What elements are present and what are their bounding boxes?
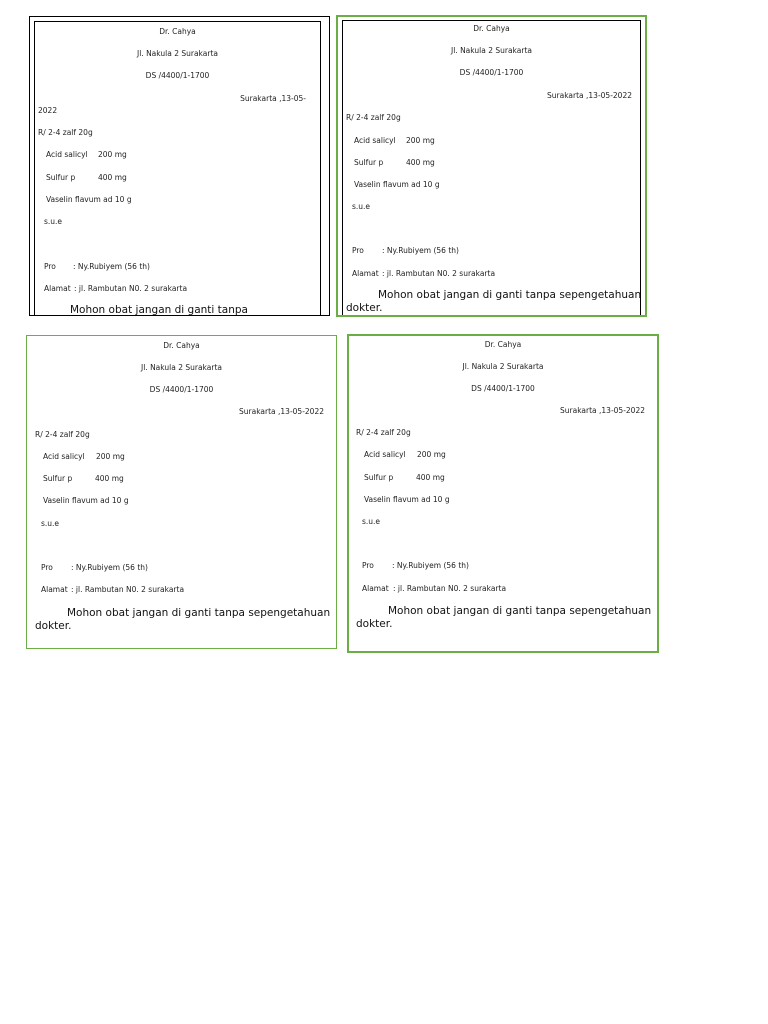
prescription-card-1 [29, 16, 330, 316]
ingredient-2-name: Sulfur p [46, 173, 76, 182]
prescription-date: Surakarta ,13-05-2022 [547, 91, 632, 100]
doctor-license: DS /4400/1-1700 [149, 385, 214, 394]
ingredient-1-name: Acid salicyl [354, 136, 396, 145]
address-value: : jl. Rambutan N0. 2 surakarta [393, 584, 507, 593]
ingredient-2-name: Sulfur p [364, 473, 394, 482]
usage-sue: s.u.e [362, 517, 381, 526]
rx-line: R/ 2-4 zalf 20g [35, 430, 90, 439]
doctor-address: Jl. Nakula 2 Surakarta [141, 363, 222, 372]
patient-label: Pro [362, 561, 374, 570]
patient-label: Pro [44, 262, 56, 271]
ingredient-2-name: Sulfur p [43, 474, 73, 483]
prescription-date: Surakarta ,13-05- [240, 94, 306, 103]
address-value: : jl. Rambutan N0. 2 surakarta [74, 284, 188, 293]
ingredient-1 [354, 136, 435, 146]
rx-line: R/ 2-4 zalf 20g [346, 113, 401, 122]
ingredient-1 [43, 452, 125, 462]
doctor-address: Jl. Nakula 2 Surakarta [137, 49, 218, 58]
ingredient-2 [43, 474, 124, 484]
address-value: : jl. Rambutan N0. 2 surakarta [382, 269, 496, 278]
address-line [352, 269, 495, 279]
address-label: Alamat [352, 269, 379, 278]
address-line [362, 584, 506, 594]
ingredient-3: Vaselin flavum ad 10 g [354, 180, 440, 189]
patient-line [44, 262, 150, 272]
doctor-name: Dr. Cahya [484, 340, 522, 349]
usage-sue: s.u.e [44, 217, 63, 226]
ingredient-2-qty: 400 mg [406, 158, 435, 167]
doctor-name: Dr. Cahya [473, 24, 510, 33]
pharmacy-note-line-2: dokter. [356, 618, 393, 630]
patient-value: : Ny.Rubiyem (56 th) [392, 561, 469, 570]
pharmacy-note-line-2: dokter. [346, 302, 383, 314]
doctor-license: DS /4400/1-1700 [145, 71, 210, 80]
pharmacy-note-line-1: Mohon obat jangan di ganti tanpa sepengetahuan [67, 607, 331, 619]
pharmacy-note-line-2: dokter. [35, 620, 72, 632]
ingredient-1 [46, 150, 127, 160]
patient-value: : Ny.Rubiyem (56 th) [71, 563, 148, 572]
doctor-address: Jl. Nakula 2 Surakarta [462, 362, 544, 371]
address-value: : jl. Rambutan N0. 2 surakarta [71, 585, 185, 594]
ingredient-1-qty: 200 mg [417, 450, 446, 459]
prescription-card-3 [26, 335, 337, 649]
ingredient-1-qty: 200 mg [406, 136, 435, 145]
ingredient-2 [46, 173, 127, 183]
rx-line: R/ 2-4 zalf 20g [38, 128, 93, 137]
ingredient-1-name: Acid salicyl [43, 452, 85, 461]
pharmacy-note [35, 607, 332, 633]
patient-value: : Ny.Rubiyem (56 th) [382, 246, 459, 255]
doctor-license: DS /4400/1-1700 [471, 384, 535, 393]
pharmacy-note-line-1: Mohon obat jangan di ganti tanpa sepengetahuan [378, 289, 642, 301]
prescription-inner-frame [342, 20, 641, 317]
ingredient-1-qty: 200 mg [98, 150, 127, 159]
doctor-license: DS /4400/1-1700 [459, 68, 524, 77]
ingredient-2 [364, 473, 445, 483]
pharmacy-note [346, 289, 642, 315]
prescription-inner-frame [34, 21, 321, 315]
ingredient-1-name: Acid salicyl [46, 150, 88, 159]
address-label: Alamat [362, 584, 389, 593]
ingredient-1-name: Acid salicyl [364, 450, 406, 459]
ingredient-2-name: Sulfur p [354, 158, 384, 167]
ingredient-2-qty: 400 mg [416, 473, 445, 482]
doctor-name: Dr. Cahya [159, 27, 196, 36]
pharmacy-note: Mohon obat jangan di ganti tanpa [70, 304, 248, 316]
patient-line [41, 563, 148, 573]
ingredient-3: Vaselin flavum ad 10 g [364, 495, 450, 504]
doctor-name: Dr. Cahya [163, 341, 200, 350]
prescription-card-2 [336, 15, 647, 317]
ingredient-1-qty: 200 mg [96, 452, 125, 461]
patient-line [362, 561, 469, 571]
prescription-date: Surakarta ,13-05-2022 [239, 407, 324, 416]
pharmacy-note-line-1: Mohon obat jangan di ganti tanpa sepengetahuan [388, 605, 652, 617]
patient-label: Pro [352, 246, 364, 255]
ingredient-2-qty: 400 mg [98, 173, 127, 182]
address-line [41, 585, 184, 595]
patient-label: Pro [41, 563, 53, 572]
rx-line: R/ 2-4 zalf 20g [356, 428, 411, 437]
prescription-card-4 [347, 334, 659, 653]
doctor-address: Jl. Nakula 2 Surakarta [451, 46, 532, 55]
address-label: Alamat [44, 284, 71, 293]
address-label: Alamat [41, 585, 68, 594]
patient-value: : Ny.Rubiyem (56 th) [73, 262, 150, 271]
ingredient-3: Vaselin flavum ad 10 g [43, 496, 129, 505]
ingredient-2-qty: 400 mg [95, 474, 124, 483]
ingredient-1 [364, 450, 446, 460]
usage-sue: s.u.e [41, 519, 60, 528]
ingredient-2 [354, 158, 435, 168]
ingredient-3: Vaselin flavum ad 10 g [46, 195, 132, 204]
patient-line [352, 246, 459, 256]
prescription-date: Surakarta ,13-05-2022 [560, 406, 645, 415]
usage-sue: s.u.e [352, 202, 371, 211]
pharmacy-note [356, 605, 653, 631]
address-line [44, 284, 187, 294]
prescription-date-year: 2022 [38, 106, 58, 115]
